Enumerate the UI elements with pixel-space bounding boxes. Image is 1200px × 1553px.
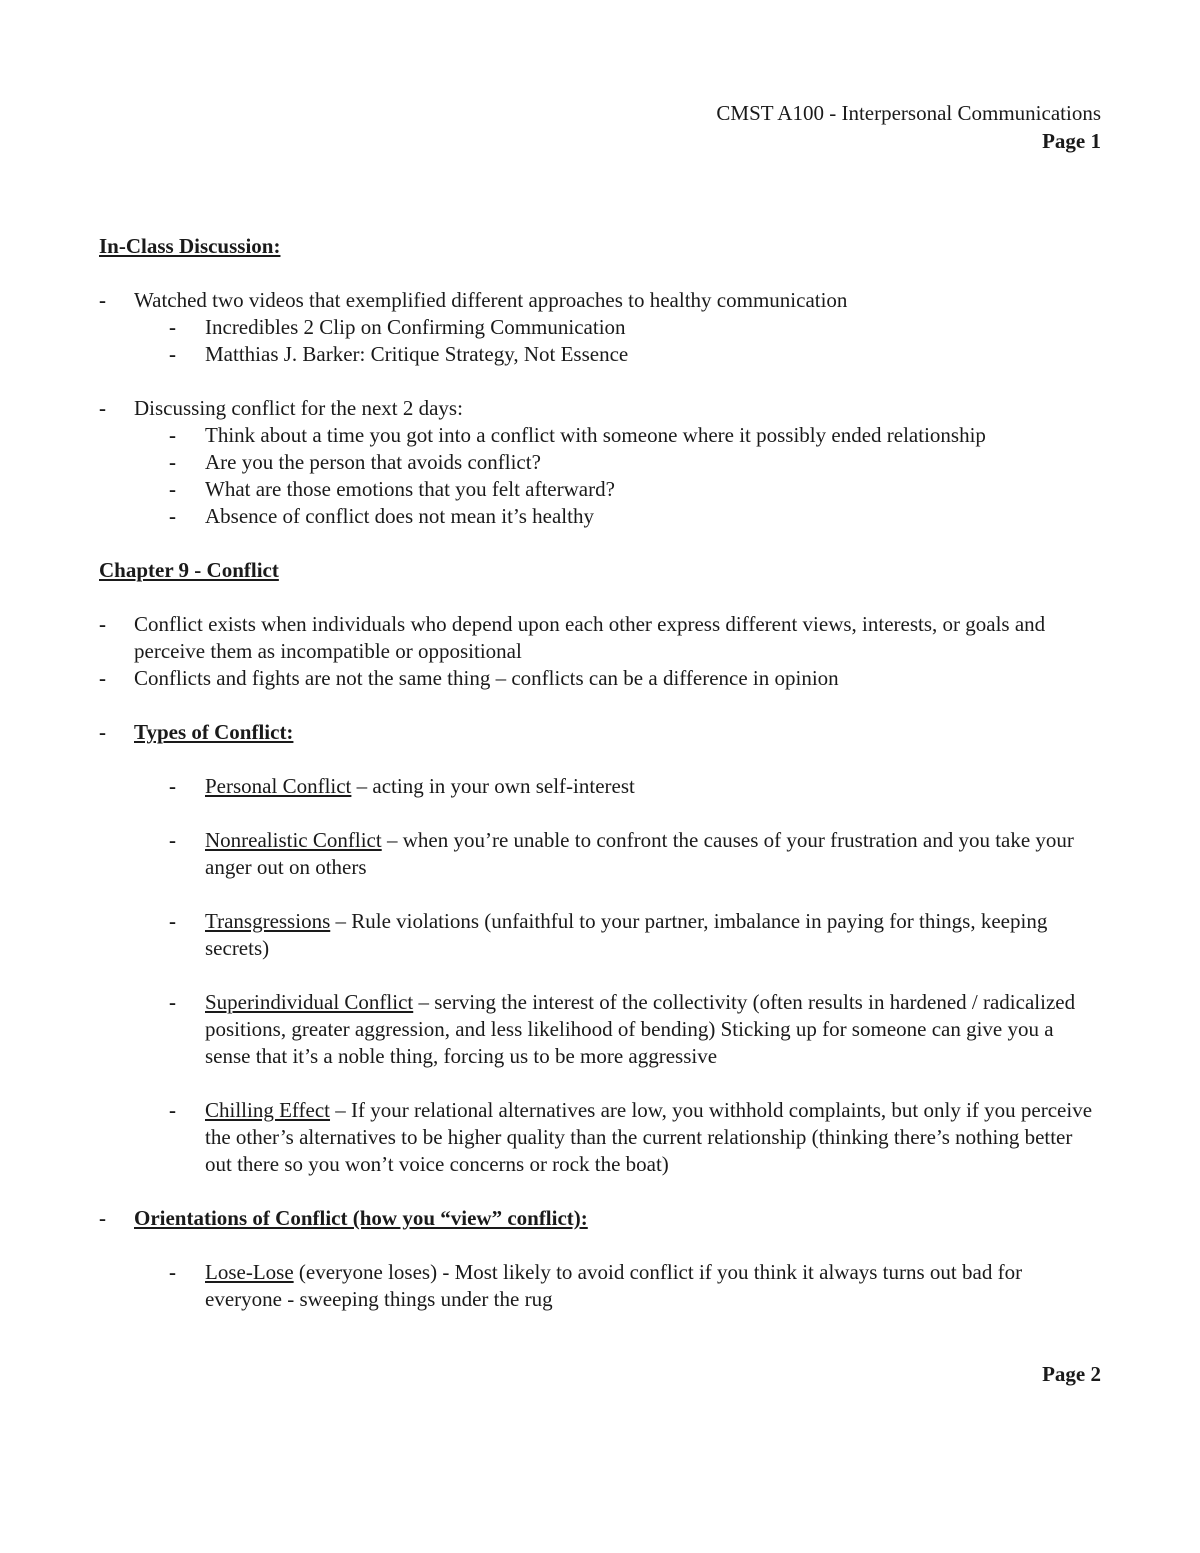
list-item-text: Watched two videos that exemplified different approaches to healthy communication	[134, 288, 848, 312]
sub-list-item	[99, 422, 1101, 449]
term-description: – acting in your own self-interest	[351, 774, 635, 798]
list-item-orientations	[99, 1205, 1101, 1232]
term: Transgressions	[205, 909, 331, 933]
term-description: – when you’re unable to confront the causes of your frustration and you take your anger out on others	[205, 828, 1074, 879]
notes-body	[99, 233, 1101, 1313]
sub-list-item	[99, 449, 1101, 476]
bullet-dash: -	[169, 909, 176, 933]
types-sub-list	[99, 827, 1101, 881]
orientations-of-conflict-label: Orientations of Conflict (how you “view” conflict):	[134, 1206, 588, 1230]
bullet-dash: -	[169, 828, 176, 852]
bullet-dash: -	[99, 720, 106, 744]
sub-list-item-text: Are you the person that avoids conflict?	[205, 450, 541, 474]
sub-list-item-text: Absence of conflict does not mean it’s healthy	[205, 504, 594, 528]
bullet-dash: -	[169, 315, 176, 339]
types-sub-list	[99, 908, 1101, 962]
sub-list-item-text: Incredibles 2 Clip on Confirming Communication	[205, 315, 626, 339]
bullet-dash: -	[99, 1206, 106, 1230]
conflict-discussion-list	[99, 395, 1101, 530]
term-description: (everyone loses) - Most likely to avoid conflict if you think it always turns out bad for everyone - sweeping things under the rug	[205, 1260, 1023, 1311]
bullet-dash: -	[169, 1098, 176, 1122]
types-of-conflict-label: Types of Conflict:	[134, 720, 294, 744]
course-title: CMST A100 - Interpersonal Communications	[716, 101, 1101, 125]
sub-list-item	[99, 1097, 1101, 1178]
page-number: Page 1	[1042, 129, 1101, 153]
types-sub-list	[99, 1097, 1101, 1178]
sub-list	[99, 422, 1101, 530]
bullet-dash: -	[169, 990, 176, 1014]
sub-list-item	[99, 989, 1101, 1070]
sub-list-item	[99, 773, 1101, 800]
bullet-dash: -	[169, 342, 176, 366]
sub-list-item	[99, 827, 1101, 881]
bullet-dash: -	[99, 288, 106, 312]
list-item	[99, 287, 1101, 368]
bullet-dash: -	[169, 477, 176, 501]
sub-list	[99, 314, 1101, 368]
list-item	[99, 395, 1101, 530]
bullet-dash: -	[169, 774, 176, 798]
bullet-dash: -	[99, 666, 106, 690]
bullet-dash: -	[99, 612, 106, 636]
orientations-of-conflict-list	[99, 1205, 1101, 1232]
page-header	[716, 99, 1101, 155]
sub-list-item	[99, 476, 1101, 503]
types-of-conflict-list	[99, 719, 1101, 746]
list-item-text: Discussing conflict for the next 2 days:	[134, 396, 463, 420]
orientations-sub-list	[99, 1259, 1101, 1313]
list-item-types	[99, 719, 1101, 746]
section-heading-in-class: In-Class Discussion:	[99, 234, 281, 258]
in-class-list	[99, 287, 1101, 368]
list-item	[99, 665, 1101, 692]
sub-list-item	[99, 503, 1101, 530]
types-sub-list	[99, 989, 1101, 1070]
list-item-text: Conflicts and fights are not the same thing – conflicts can be a difference in opinion	[134, 666, 839, 690]
list-item	[99, 611, 1101, 665]
sub-list-item-text: What are those emotions that you felt afterward?	[205, 477, 615, 501]
section-heading-chapter-9: Chapter 9 - Conflict	[99, 558, 279, 582]
list-item-text: Conflict exists when individuals who depend upon each other express different views, interests, or goals and perceive them as incompatible or oppositional	[134, 612, 1046, 663]
term-description: – Rule violations (unfaithful to your partner, imbalance in paying for things, keeping secrets)	[205, 909, 1048, 960]
bullet-dash: -	[99, 396, 106, 420]
page-footer-number: Page 2	[1042, 1362, 1101, 1386]
sub-list-item-text: Think about a time you got into a conflict with someone where it possibly ended relationship	[205, 423, 986, 447]
sub-list-item	[99, 341, 1101, 368]
term: Chilling Effect	[205, 1098, 331, 1122]
bullet-dash: -	[169, 1260, 176, 1284]
bullet-dash: -	[169, 423, 176, 447]
sub-list-item	[99, 314, 1101, 341]
chapter-list	[99, 611, 1101, 692]
sub-list-item-text: Matthias J. Barker: Critique Strategy, Not Essence	[205, 342, 629, 366]
bullet-dash: -	[169, 504, 176, 528]
term: Superindividual Conflict	[205, 990, 414, 1014]
term: Personal Conflict	[205, 774, 352, 798]
term-description: – serving the interest of the collectivity (often results in hardened / radicalized positions, greater aggression, and less likelihood of bending) Sticking up for someone can give you a sense that it’s a noble thing, forcing us to be more aggressive	[205, 990, 1076, 1068]
term: Lose-Lose	[205, 1260, 294, 1284]
types-sub-list	[99, 773, 1101, 800]
sub-list-item	[99, 1259, 1101, 1313]
term: Nonrealistic Conflict	[205, 828, 382, 852]
bullet-dash: -	[169, 450, 176, 474]
term-description: – If your relational alternatives are low, you withhold complaints, but only if you perceive the other’s alternatives to be higher quality than the current relationship (thinking there’s nothing better out there so you won’t voice concerns or rock the boat)	[205, 1098, 1093, 1176]
sub-list-item	[99, 908, 1101, 962]
